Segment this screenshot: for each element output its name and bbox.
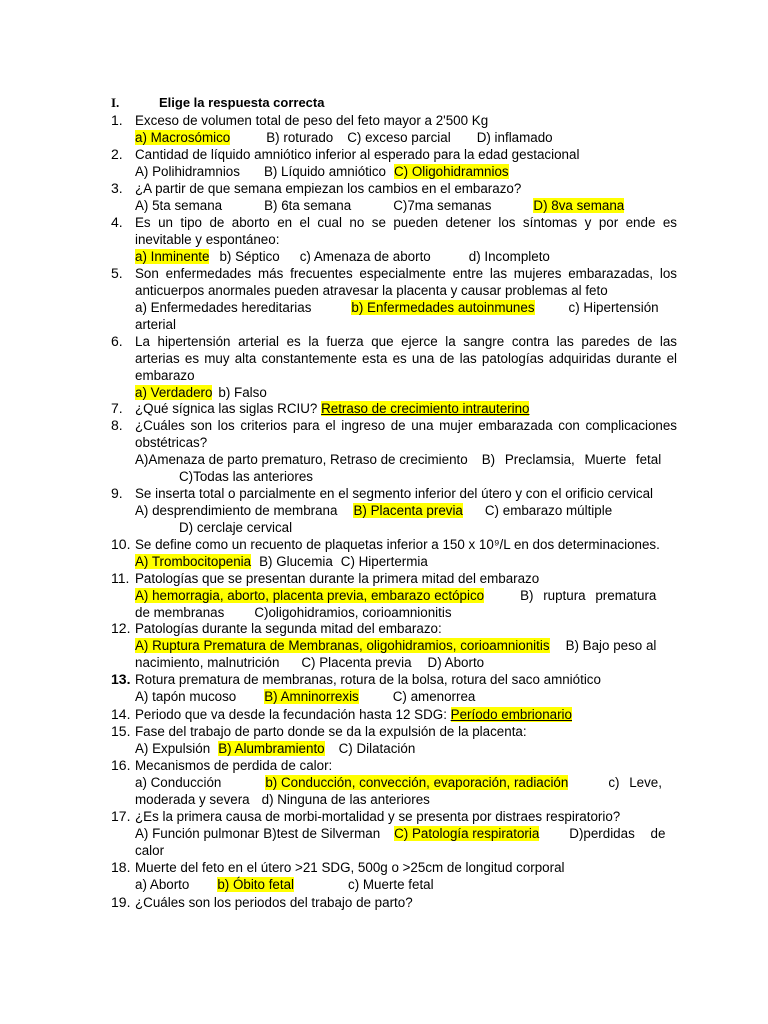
option-correct: b) Enfermedades autoinmunes — [351, 300, 535, 315]
question-text: Cantidad de líquido amniótico inferior al esperado para la edad gestacional — [135, 147, 580, 162]
question-options — [111, 876, 677, 893]
question-options — [111, 129, 677, 146]
option-correct: C) Patología respiratoria — [394, 826, 540, 841]
question-options — [111, 740, 677, 757]
question-text: Mecanismos de perdida de calor: — [135, 758, 333, 773]
question-text: Son enfermedades más frecuentes especialmente entre las mujeres embarazadas, los — [135, 266, 677, 281]
question-options-continued: C)Todas las anteriores — [179, 469, 313, 484]
option: c) Leve, — [608, 775, 662, 790]
question-number: 8. — [111, 417, 123, 433]
question-text: Se define como un recuento de plaquetas inferior a 150 x 10⁹/L en dos determinaciones. — [135, 537, 660, 552]
option: b) Falso — [218, 385, 267, 400]
option: C) amenorrea — [392, 689, 476, 704]
question-5 — [111, 265, 677, 333]
question-options-continued — [111, 654, 677, 671]
question-number: 16. — [111, 757, 131, 773]
question-15 — [111, 723, 677, 757]
option: D) inflamado — [476, 130, 553, 145]
option-correct: B) Alumbramiento — [218, 741, 325, 756]
question-text: Exceso de volumen total de peso del feto mayor a 2'500 Kg — [135, 113, 489, 128]
option: c) Amenaza de aborto — [299, 249, 431, 264]
section-numeral: I. — [111, 95, 120, 110]
option: B) 6ta semana — [264, 198, 352, 213]
option: b) Séptico — [219, 249, 280, 264]
option: c) Muerte fetal — [348, 877, 434, 892]
option: B)test de Silverman — [263, 826, 381, 841]
question-text: ¿Cuáles son los periodos del trabajo de parto? — [135, 895, 413, 910]
question-text: La hipertensión arterial es la fuerza que ejerce la sangre contra las paredes de las — [135, 334, 677, 349]
question-text: Rotura prematura de membranas, rotura de la bolsa, rotura del saco amniótico — [135, 672, 601, 687]
question-options — [111, 637, 677, 654]
question-number: 9. — [111, 485, 123, 501]
option-correct: a) Macrosómico — [135, 130, 231, 145]
question-options — [111, 688, 677, 705]
question-9 — [111, 485, 677, 536]
option: A) 5ta semana — [135, 198, 223, 213]
question-number: 17. — [111, 808, 131, 824]
question-number: 15. — [111, 723, 131, 739]
question-number: 7. — [111, 400, 123, 416]
option: de membranas — [135, 605, 225, 620]
question-18 — [111, 859, 677, 893]
option: B) Bajo peso al — [565, 638, 657, 653]
question-number: 3. — [111, 180, 123, 196]
question-options — [111, 299, 677, 316]
question-text: Se inserta total o parcialmente en el segmento inferior del útero y con el orificio cervical — [135, 486, 654, 501]
option-correct: A) Ruptura Prematura de Membranas, oligohidramios, corioamnionitis — [135, 638, 550, 653]
question-text: ¿A partir de que semana empiezan los cambios en el embarazo? — [135, 181, 522, 196]
option: a) Aborto — [135, 877, 190, 892]
option-correct: b) Conducción, convección, evaporación, radiación — [265, 775, 569, 790]
option: D)perdidas de — [569, 826, 666, 841]
option: C)7ma semanas — [393, 198, 492, 213]
question-number: 1. — [111, 112, 123, 128]
option: moderada y severa — [135, 792, 250, 807]
question-options — [111, 163, 677, 180]
question-13 — [111, 671, 677, 705]
question-number: 18. — [111, 859, 131, 875]
question-6 — [111, 333, 677, 401]
option: B) roturado — [266, 130, 334, 145]
question-text: Patologías durante la segunda mitad del embarazo: — [135, 621, 442, 636]
question-text: obstétricas? — [135, 435, 208, 450]
question-options — [111, 451, 677, 468]
option: a) Enfermedades hereditarias — [135, 300, 312, 315]
question-number: 12. — [111, 620, 131, 636]
option: D) Aborto — [427, 655, 485, 670]
section-title: Elige la respuesta correcta — [159, 95, 325, 110]
question-text: inevitable y espontáneo: — [135, 232, 280, 247]
question-options-continued: D) cerclaje cervical — [179, 520, 293, 535]
question-options-continued: calor — [135, 843, 165, 858]
option-correct: D) 8va semana — [533, 198, 625, 213]
question-text: Fase del trabajo de parto donde se da la expulsión de la placenta: — [135, 724, 527, 739]
option-correct: B) Placenta previa — [353, 503, 463, 518]
option: B) ruptura prematura — [520, 588, 657, 603]
question-options — [111, 553, 677, 570]
question-options — [111, 197, 677, 214]
option: C) Dilatación — [338, 741, 416, 756]
question-number: 4. — [111, 214, 123, 230]
option: d) Incompleto — [468, 249, 550, 264]
option: A) Polihidramnios — [135, 164, 240, 179]
option: A) tapón mucoso — [135, 689, 237, 704]
option: B) Preclamsia, Muerte fetal — [481, 452, 662, 467]
question-number: 5. — [111, 265, 123, 281]
option: B) Líquido amniótico — [263, 164, 387, 179]
question-14 — [111, 706, 677, 723]
question-options-continued — [111, 791, 677, 808]
question-text: ¿Cuáles son los criterios para el ingreso de una mujer embarazada con complicaciones — [135, 418, 677, 433]
question-options — [111, 587, 677, 604]
question-options — [111, 774, 677, 791]
question-text: embarazo — [135, 368, 195, 383]
option-correct: a) Verdadero — [135, 385, 213, 400]
option-correct: b) Óbito fetal — [217, 877, 295, 892]
question-12 — [111, 620, 677, 671]
question-7 — [111, 400, 677, 417]
question-text: Muerte del feto en el útero >21 SDG, 500g o >25cm de longitud corporal — [135, 860, 565, 875]
question-options-continued: arterial — [135, 317, 176, 332]
question-number: 2. — [111, 146, 123, 162]
option: C)oligohidramios, corioamnionitis — [254, 605, 452, 620]
question-number: 19. — [111, 894, 131, 910]
question-options — [111, 825, 677, 842]
question-11 — [111, 570, 677, 621]
question-3 — [111, 180, 677, 214]
option: B) Glucemia — [259, 554, 333, 569]
option: A) desprendimiento de membrana — [135, 503, 338, 518]
option-correct: a) Inminente — [135, 249, 210, 264]
option-correct: B) Amninorrexis — [264, 689, 359, 704]
question-10 — [111, 536, 677, 570]
question-options-continued — [111, 604, 677, 621]
question-options — [111, 502, 677, 519]
option: A)Amenaza de parto prematuro, Retraso de crecimiento — [135, 452, 468, 467]
option: C) Hipertermia — [340, 554, 428, 569]
option-correct: C) Oligohidramnios — [394, 164, 509, 179]
question-text: Patologías que se presentan durante la primera mitad del embarazo — [135, 571, 540, 586]
option: a) Conducción — [135, 775, 222, 790]
question-text: Es un tipo de aborto en el cual no se pueden detener los síntomas y por ende es — [135, 215, 677, 230]
question-16 — [111, 757, 677, 808]
answer-correct: Retraso de crecimiento intrauterino — [321, 401, 530, 416]
question-17 — [111, 808, 677, 859]
question-text: ¿Qué sígnica las siglas RCIU? — [135, 401, 318, 416]
question-number: 14. — [111, 706, 131, 722]
option: c) Hipertensión — [568, 300, 659, 315]
option: C) embarazo múltiple — [484, 503, 613, 518]
question-number: 13. — [111, 671, 131, 687]
question-options — [111, 384, 677, 401]
option: C) exceso parcial — [347, 130, 451, 145]
question-text: ¿Es la primera causa de morbi-mortalidad y se presenta por distraes respiratorio? — [135, 809, 621, 824]
question-8 — [111, 417, 677, 485]
question-text: Periodo que va desde la fecundación hasta 12 SDG: — [135, 707, 447, 722]
question-1 — [111, 112, 677, 146]
question-19 — [111, 894, 677, 911]
option-correct: A) hemorragia, aborto, placenta previa, embarazo ectópico — [135, 588, 485, 603]
question-number: 11. — [111, 570, 130, 586]
section-heading — [111, 95, 324, 111]
question-number: 10. — [111, 536, 131, 552]
option: A) Expulsión — [135, 741, 211, 756]
option: A) Función pulmonar — [135, 826, 260, 841]
question-4 — [111, 214, 677, 265]
answer-correct: Período embrionario — [450, 707, 572, 722]
question-options — [111, 248, 677, 265]
option-correct: A) Trombocitopenia — [135, 554, 252, 569]
option: d) Ninguna de las anteriores — [261, 792, 430, 807]
question-text: arterias es muy alta constantemente esta es una de las patologías adquiridas durante el — [135, 351, 677, 366]
option: nacimiento, malnutrición — [135, 655, 280, 670]
option: C) Placenta previa — [301, 655, 412, 670]
question-number: 6. — [111, 333, 123, 349]
question-2 — [111, 146, 677, 180]
question-text: anticuerpos anormales pueden atravesar la placenta y causar problemas al feto — [135, 283, 608, 298]
